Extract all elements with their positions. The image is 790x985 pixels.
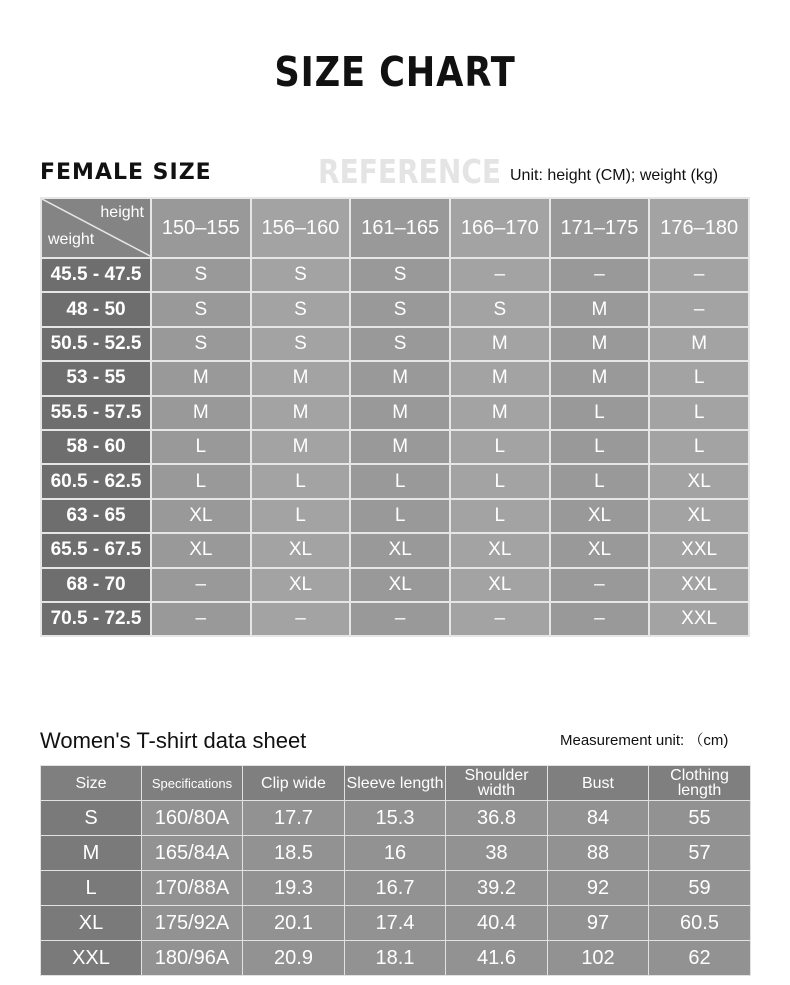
- measurement-cell: 16: [345, 836, 446, 871]
- weight-label: 68 - 70: [41, 568, 151, 602]
- size-cell: L: [649, 430, 749, 464]
- measurement-cell: 40.4: [446, 906, 548, 941]
- size-cell: S: [350, 327, 450, 361]
- size-cell: M: [450, 396, 550, 430]
- size-table-row: [41, 533, 749, 567]
- size-label-cell: L: [41, 871, 142, 906]
- size-cell: XL: [251, 533, 351, 567]
- data-table-row: [41, 906, 751, 941]
- tshirt-data-table: [40, 765, 751, 976]
- size-cell: XXL: [649, 568, 749, 602]
- size-cell: –: [350, 602, 450, 636]
- size-cell: M: [450, 327, 550, 361]
- size-cell: XL: [649, 464, 749, 498]
- size-cell: L: [251, 464, 351, 498]
- size-cell: L: [450, 464, 550, 498]
- height-header: 156–160: [251, 198, 351, 258]
- size-table-row: [41, 430, 749, 464]
- size-cell: S: [251, 292, 351, 326]
- size-cell: –: [550, 602, 650, 636]
- size-table-row: [41, 361, 749, 395]
- size-cell: M: [550, 292, 650, 326]
- size-table-row: [41, 396, 749, 430]
- size-cell: L: [251, 499, 351, 533]
- weight-label: 48 - 50: [41, 292, 151, 326]
- reference-watermark: REFERENCE: [318, 152, 502, 191]
- column-header: Clothing length: [649, 766, 751, 801]
- size-cell: XL: [450, 533, 550, 567]
- size-cell: L: [450, 499, 550, 533]
- size-cell: M: [251, 396, 351, 430]
- data-table-row: [41, 801, 751, 836]
- measurement-cell: 180/96A: [142, 941, 243, 976]
- size-cell: M: [251, 430, 351, 464]
- size-table-row: [41, 258, 749, 292]
- measurement-cell: 97: [548, 906, 649, 941]
- size-cell: –: [649, 258, 749, 292]
- size-table-row: [41, 327, 749, 361]
- size-cell: XXL: [649, 533, 749, 567]
- size-cell: XL: [350, 533, 450, 567]
- size-cell: L: [450, 430, 550, 464]
- measurement-unit-note: Measurement unit: （cm): [560, 732, 729, 749]
- female-size-heading: FEMALE SIZE: [40, 160, 212, 185]
- size-cell: –: [450, 602, 550, 636]
- size-cell: XL: [649, 499, 749, 533]
- height-header: 166–170: [450, 198, 550, 258]
- size-cell: –: [251, 602, 351, 636]
- size-cell: L: [550, 430, 650, 464]
- size-cell: S: [450, 292, 550, 326]
- size-label-cell: M: [41, 836, 142, 871]
- size-cell: L: [151, 464, 251, 498]
- size-table-row: [41, 568, 749, 602]
- size-cell: M: [151, 396, 251, 430]
- size-cell: L: [151, 430, 251, 464]
- measurement-cell: 36.8: [446, 801, 548, 836]
- measurement-cell: 17.4: [345, 906, 446, 941]
- measurement-cell: 88: [548, 836, 649, 871]
- measurement-cell: 55: [649, 801, 751, 836]
- weight-label: 45.5 - 47.5: [41, 258, 151, 292]
- measurement-cell: 170/88A: [142, 871, 243, 906]
- size-cell: S: [151, 292, 251, 326]
- column-header: Size: [41, 766, 142, 801]
- size-cell: –: [649, 292, 749, 326]
- size-cell: L: [350, 464, 450, 498]
- column-header: Sleeve length: [345, 766, 446, 801]
- size-cell: M: [151, 361, 251, 395]
- weight-label: 70.5 - 72.5: [41, 602, 151, 636]
- size-cell: L: [649, 361, 749, 395]
- measurement-cell: 165/84A: [142, 836, 243, 871]
- measurement-cell: 38: [446, 836, 548, 871]
- size-cell: M: [350, 396, 450, 430]
- size-cell: L: [550, 464, 650, 498]
- size-cell: M: [649, 327, 749, 361]
- size-cell: S: [151, 258, 251, 292]
- size-cell: XL: [151, 499, 251, 533]
- size-label-cell: XXL: [41, 941, 142, 976]
- measurement-cell: 84: [548, 801, 649, 836]
- data-table-row: [41, 871, 751, 906]
- page-title: SIZE CHART: [274, 48, 516, 96]
- size-cell: –: [151, 602, 251, 636]
- column-header: Bust: [548, 766, 649, 801]
- size-cell: S: [251, 327, 351, 361]
- size-table-header-row: [41, 198, 749, 258]
- measurement-cell: 175/92A: [142, 906, 243, 941]
- size-cell: XL: [550, 533, 650, 567]
- measurement-cell: 41.6: [446, 941, 548, 976]
- column-header: Shoulder width: [446, 766, 548, 801]
- female-size-table: [40, 197, 750, 637]
- size-cell: S: [251, 258, 351, 292]
- size-cell: XL: [450, 568, 550, 602]
- size-cell: M: [350, 430, 450, 464]
- size-cell: M: [251, 361, 351, 395]
- size-cell: M: [550, 327, 650, 361]
- measurement-cell: 92: [548, 871, 649, 906]
- corner-cell: [41, 198, 151, 258]
- measurement-cell: 39.2: [446, 871, 548, 906]
- size-cell: S: [350, 292, 450, 326]
- measurement-cell: 18.5: [243, 836, 345, 871]
- size-cell: S: [350, 258, 450, 292]
- measurement-cell: 19.3: [243, 871, 345, 906]
- corner-height-label: height: [100, 204, 144, 221]
- size-table-row: [41, 499, 749, 533]
- weight-label: 50.5 - 52.5: [41, 327, 151, 361]
- size-cell: –: [550, 568, 650, 602]
- data-table-row: [41, 836, 751, 871]
- measurement-cell: 102: [548, 941, 649, 976]
- size-label-cell: XL: [41, 906, 142, 941]
- size-cell: L: [550, 396, 650, 430]
- weight-label: 65.5 - 67.5: [41, 533, 151, 567]
- weight-label: 58 - 60: [41, 430, 151, 464]
- measurement-cell: 60.5: [649, 906, 751, 941]
- measurement-cell: 57: [649, 836, 751, 871]
- size-table-row: [41, 602, 749, 636]
- size-cell: M: [550, 361, 650, 395]
- measurement-cell: 160/80A: [142, 801, 243, 836]
- measurement-cell: 20.9: [243, 941, 345, 976]
- size-cell: XL: [251, 568, 351, 602]
- size-cell: L: [350, 499, 450, 533]
- height-header: 171–175: [550, 198, 650, 258]
- size-table-row: [41, 292, 749, 326]
- size-table-row: [41, 464, 749, 498]
- size-cell: –: [151, 568, 251, 602]
- data-table-row: [41, 941, 751, 976]
- measurement-cell: 17.7: [243, 801, 345, 836]
- size-cell: M: [350, 361, 450, 395]
- height-header: 176–180: [649, 198, 749, 258]
- measurement-cell: 62: [649, 941, 751, 976]
- size-cell: –: [450, 258, 550, 292]
- size-label-cell: S: [41, 801, 142, 836]
- data-sheet-title: Women's T-shirt data sheet: [40, 728, 307, 753]
- height-header: 161–165: [350, 198, 450, 258]
- weight-label: 55.5 - 57.5: [41, 396, 151, 430]
- size-cell: XL: [151, 533, 251, 567]
- weight-label: 63 - 65: [41, 499, 151, 533]
- measurement-cell: 59: [649, 871, 751, 906]
- data-table-header-row: [41, 766, 751, 801]
- measurement-cell: 15.3: [345, 801, 446, 836]
- size-cell: XXL: [649, 602, 749, 636]
- unit-note: Unit: height (CM); weight (kg): [510, 167, 719, 184]
- weight-label: 53 - 55: [41, 361, 151, 395]
- column-header: Specifications: [142, 766, 243, 801]
- size-cell: XL: [350, 568, 450, 602]
- measurement-cell: 18.1: [345, 941, 446, 976]
- height-header: 150–155: [151, 198, 251, 258]
- size-cell: –: [550, 258, 650, 292]
- measurement-cell: 20.1: [243, 906, 345, 941]
- corner-weight-label: weight: [48, 231, 95, 248]
- weight-label: 60.5 - 62.5: [41, 464, 151, 498]
- size-cell: XL: [550, 499, 650, 533]
- measurement-cell: 16.7: [345, 871, 446, 906]
- size-cell: M: [450, 361, 550, 395]
- size-cell: S: [151, 327, 251, 361]
- size-cell: L: [649, 396, 749, 430]
- column-header: Clip wide: [243, 766, 345, 801]
